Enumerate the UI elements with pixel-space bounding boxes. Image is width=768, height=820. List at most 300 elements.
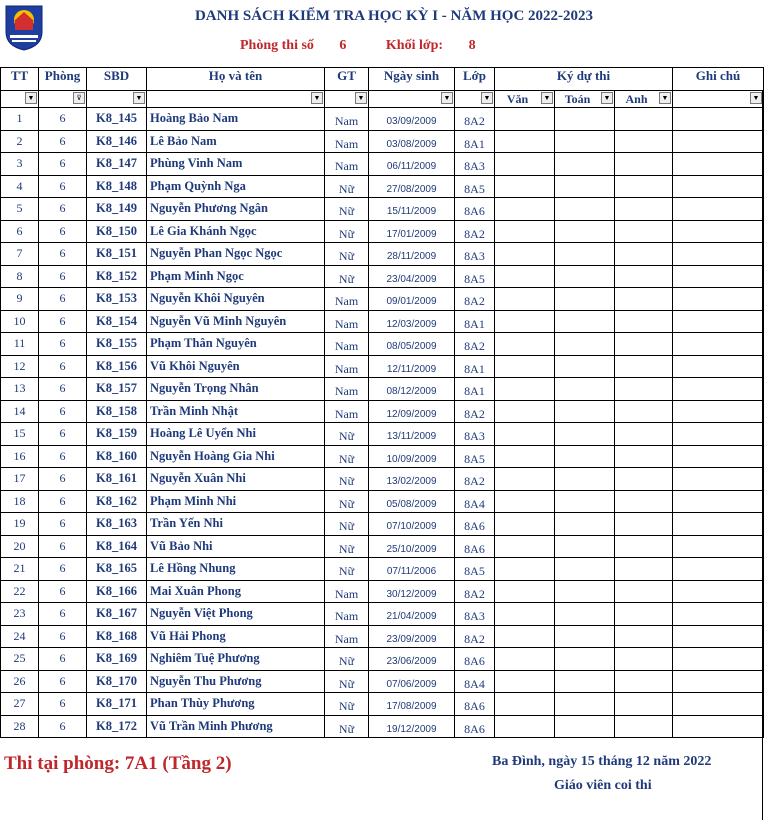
cell-tt: 11 bbox=[1, 333, 39, 356]
cell-dob: 07/10/2009 bbox=[369, 513, 455, 536]
cell-phong: 6 bbox=[39, 288, 87, 311]
dropdown-arrow-icon[interactable]: ▼ bbox=[133, 92, 145, 104]
col-ghichu: Ghi chú bbox=[673, 68, 764, 91]
cell-tt: 18 bbox=[1, 490, 39, 513]
filter-cell-sbd bbox=[87, 91, 147, 108]
cell-sbd: K8_157 bbox=[87, 378, 147, 401]
cell-sbd: K8_170 bbox=[87, 670, 147, 693]
cell-dob: 28/11/2009 bbox=[369, 243, 455, 266]
cell-name: Nguyễn Thu Phương bbox=[147, 670, 325, 693]
cell-van[interactable] bbox=[495, 468, 555, 491]
cell-gt: Nữ bbox=[325, 445, 369, 468]
cell-name: Nguyễn Vũ Minh Nguyên bbox=[147, 310, 325, 333]
cell-anh[interactable] bbox=[615, 603, 673, 626]
cell-toan[interactable] bbox=[555, 175, 615, 198]
cell-ghichu[interactable] bbox=[673, 108, 764, 131]
cell-anh[interactable] bbox=[615, 243, 673, 266]
cell-phong: 6 bbox=[39, 198, 87, 221]
cell-tt: 21 bbox=[1, 558, 39, 581]
cell-name: Nguyễn Phương Ngân bbox=[147, 198, 325, 221]
cell-tt: 17 bbox=[1, 468, 39, 491]
cell-phong: 6 bbox=[39, 468, 87, 491]
table-row bbox=[1, 355, 764, 378]
cell-toan[interactable] bbox=[555, 670, 615, 693]
cell-phong: 6 bbox=[39, 670, 87, 693]
cell-ghichu[interactable] bbox=[673, 333, 764, 356]
cell-phong: 6 bbox=[39, 648, 87, 671]
cell-lop: 8A1 bbox=[455, 130, 495, 153]
cell-phong: 6 bbox=[39, 108, 87, 131]
cell-gt: Nữ bbox=[325, 198, 369, 221]
cell-tt: 22 bbox=[1, 580, 39, 603]
cell-name: Lê Hồng Nhung bbox=[147, 558, 325, 581]
cell-lop: 8A2 bbox=[455, 580, 495, 603]
cell-lop: 8A3 bbox=[455, 153, 495, 176]
cell-gt: Nam bbox=[325, 108, 369, 131]
cell-phong: 6 bbox=[39, 535, 87, 558]
cell-dob: 08/12/2009 bbox=[369, 378, 455, 401]
cell-anh[interactable] bbox=[615, 558, 673, 581]
cell-tt: 4 bbox=[1, 175, 39, 198]
cell-lop: 8A2 bbox=[455, 400, 495, 423]
cell-tt: 10 bbox=[1, 310, 39, 333]
table-row bbox=[1, 603, 764, 626]
cell-dob: 07/06/2009 bbox=[369, 670, 455, 693]
cell-anh[interactable] bbox=[615, 535, 673, 558]
cell-sbd: K8_150 bbox=[87, 220, 147, 243]
cell-lop: 8A2 bbox=[455, 625, 495, 648]
cell-name: Phùng Vinh Nam bbox=[147, 153, 325, 176]
cell-gt: Nữ bbox=[325, 468, 369, 491]
cell-sbd: K8_171 bbox=[87, 693, 147, 716]
cell-anh[interactable] bbox=[615, 310, 673, 333]
cell-toan[interactable] bbox=[555, 400, 615, 423]
cell-van[interactable] bbox=[495, 333, 555, 356]
cell-phong: 6 bbox=[39, 580, 87, 603]
cell-tt: 3 bbox=[1, 153, 39, 176]
filter-cell-gt bbox=[325, 91, 369, 108]
cell-toan[interactable] bbox=[555, 333, 615, 356]
cell-tt: 6 bbox=[1, 220, 39, 243]
cell-tt: 8 bbox=[1, 265, 39, 288]
table-row bbox=[1, 423, 764, 446]
cell-toan[interactable] bbox=[555, 355, 615, 378]
cell-ghichu[interactable] bbox=[673, 198, 764, 221]
cell-gt: Nữ bbox=[325, 648, 369, 671]
cell-gt: Nam bbox=[325, 288, 369, 311]
cell-ghichu[interactable] bbox=[673, 355, 764, 378]
cell-dob: 07/11/2006 bbox=[369, 558, 455, 581]
cell-anh[interactable] bbox=[615, 130, 673, 153]
cell-lop: 8A6 bbox=[455, 513, 495, 536]
table-row bbox=[1, 220, 764, 243]
cell-toan[interactable] bbox=[555, 535, 615, 558]
table-row bbox=[1, 333, 764, 356]
cell-toan[interactable] bbox=[555, 310, 615, 333]
cell-tt: 5 bbox=[1, 198, 39, 221]
cell-van[interactable] bbox=[495, 220, 555, 243]
cell-ghichu[interactable] bbox=[673, 625, 764, 648]
cell-toan[interactable] bbox=[555, 288, 615, 311]
table-row bbox=[1, 198, 764, 221]
cell-van[interactable] bbox=[495, 108, 555, 131]
cell-tt: 16 bbox=[1, 445, 39, 468]
cell-toan[interactable] bbox=[555, 558, 615, 581]
cell-gt: Nữ bbox=[325, 715, 369, 738]
cell-toan[interactable] bbox=[555, 513, 615, 536]
cell-name: Nguyễn Trọng Nhân bbox=[147, 378, 325, 401]
cell-ghichu[interactable] bbox=[673, 715, 764, 738]
cell-van[interactable] bbox=[495, 490, 555, 513]
cell-dob: 10/09/2009 bbox=[369, 445, 455, 468]
cell-anh[interactable] bbox=[615, 108, 673, 131]
table-row bbox=[1, 265, 764, 288]
cell-lop: 8A6 bbox=[455, 693, 495, 716]
col-kydu: Ký dự thi bbox=[495, 68, 673, 91]
cell-anh[interactable] bbox=[615, 445, 673, 468]
cell-toan[interactable] bbox=[555, 625, 615, 648]
filter-cell-phong bbox=[39, 91, 87, 108]
cell-toan[interactable] bbox=[555, 130, 615, 153]
cell-sbd: K8_149 bbox=[87, 198, 147, 221]
date-line: Ba Đình, ngày 15 tháng 12 năm 2022 bbox=[492, 754, 712, 769]
cell-lop: 8A4 bbox=[455, 670, 495, 693]
cell-gt: Nam bbox=[325, 130, 369, 153]
cell-tt: 1 bbox=[1, 108, 39, 131]
table-row bbox=[1, 400, 764, 423]
cell-dob: 05/08/2009 bbox=[369, 490, 455, 513]
cell-van[interactable] bbox=[495, 355, 555, 378]
cell-gt: Nam bbox=[325, 333, 369, 356]
cell-sbd: K8_145 bbox=[87, 108, 147, 131]
cell-anh[interactable] bbox=[615, 198, 673, 221]
cell-anh[interactable] bbox=[615, 400, 673, 423]
cell-lop: 8A5 bbox=[455, 445, 495, 468]
cell-van[interactable] bbox=[495, 513, 555, 536]
cell-toan[interactable] bbox=[555, 243, 615, 266]
cell-name: Hoàng Bảo Nam bbox=[147, 108, 325, 131]
cell-gt: Nữ bbox=[325, 535, 369, 558]
cell-lop: 8A3 bbox=[455, 423, 495, 446]
cell-dob: 13/11/2009 bbox=[369, 423, 455, 446]
cell-van[interactable] bbox=[495, 445, 555, 468]
cell-tt: 26 bbox=[1, 670, 39, 693]
cell-gt: Nam bbox=[325, 400, 369, 423]
cell-sbd: K8_166 bbox=[87, 580, 147, 603]
cell-tt: 23 bbox=[1, 603, 39, 626]
cell-tt: 13 bbox=[1, 378, 39, 401]
cell-name: Phạm Thân Nguyên bbox=[147, 333, 325, 356]
cell-phong: 6 bbox=[39, 423, 87, 446]
cell-toan[interactable] bbox=[555, 468, 615, 491]
cell-van[interactable] bbox=[495, 243, 555, 266]
cell-ghichu[interactable] bbox=[673, 490, 764, 513]
cell-name: Vũ Bảo Nhi bbox=[147, 535, 325, 558]
cell-toan[interactable] bbox=[555, 603, 615, 626]
cell-van[interactable] bbox=[495, 603, 555, 626]
cell-name: Nguyễn Xuân Nhi bbox=[147, 468, 325, 491]
cell-toan[interactable] bbox=[555, 423, 615, 446]
cell-ghichu[interactable] bbox=[673, 558, 764, 581]
cell-phong: 6 bbox=[39, 513, 87, 536]
cell-toan[interactable] bbox=[555, 265, 615, 288]
dropdown-arrow-icon[interactable]: ▼ bbox=[311, 92, 323, 104]
cell-lop: 8A2 bbox=[455, 333, 495, 356]
cell-toan[interactable] bbox=[555, 445, 615, 468]
sub-col-van: Văn bbox=[506, 91, 529, 106]
cell-toan[interactable] bbox=[555, 648, 615, 671]
cell-van[interactable] bbox=[495, 423, 555, 446]
cell-ghichu[interactable] bbox=[673, 243, 764, 266]
cell-phong: 6 bbox=[39, 490, 87, 513]
table-row bbox=[1, 715, 764, 738]
cell-sbd: K8_162 bbox=[87, 490, 147, 513]
cell-sbd: K8_164 bbox=[87, 535, 147, 558]
cell-ghichu[interactable] bbox=[673, 603, 764, 626]
cell-anh[interactable] bbox=[615, 625, 673, 648]
cell-anh[interactable] bbox=[615, 175, 673, 198]
cell-ghichu[interactable] bbox=[673, 468, 764, 491]
filter-cell-ghichu bbox=[673, 91, 764, 108]
filter-cell-toan bbox=[555, 91, 615, 108]
table-row bbox=[1, 535, 764, 558]
cell-name: Nguyễn Việt Phong bbox=[147, 603, 325, 626]
cell-dob: 19/12/2009 bbox=[369, 715, 455, 738]
cell-van[interactable] bbox=[495, 693, 555, 716]
cell-gt: Nữ bbox=[325, 513, 369, 536]
cell-dob: 12/09/2009 bbox=[369, 400, 455, 423]
cell-anh[interactable] bbox=[615, 423, 673, 446]
cell-van[interactable] bbox=[495, 265, 555, 288]
cell-name: Vũ Trần Minh Phương bbox=[147, 715, 325, 738]
filter-cell-lop bbox=[455, 91, 495, 108]
cell-lop: 8A2 bbox=[455, 220, 495, 243]
cell-anh[interactable] bbox=[615, 513, 673, 536]
cell-gt: Nam bbox=[325, 603, 369, 626]
cell-ghichu[interactable] bbox=[673, 670, 764, 693]
cell-tt: 28 bbox=[1, 715, 39, 738]
cell-anh[interactable] bbox=[615, 153, 673, 176]
cell-anh[interactable] bbox=[615, 580, 673, 603]
cell-ghichu[interactable] bbox=[673, 445, 764, 468]
grade-label: Khối lớp: bbox=[385, 38, 444, 53]
cell-ghichu[interactable] bbox=[673, 220, 764, 243]
cell-anh[interactable] bbox=[615, 670, 673, 693]
cell-sbd: K8_148 bbox=[87, 175, 147, 198]
cell-dob: 21/04/2009 bbox=[369, 603, 455, 626]
cell-sbd: K8_167 bbox=[87, 603, 147, 626]
cell-tt: 20 bbox=[1, 535, 39, 558]
cell-sbd: K8_158 bbox=[87, 400, 147, 423]
cell-lop: 8A5 bbox=[455, 265, 495, 288]
filter-cell-name bbox=[147, 91, 325, 108]
room-number: 6 bbox=[339, 38, 347, 53]
cell-van[interactable] bbox=[495, 175, 555, 198]
cell-anh[interactable] bbox=[615, 333, 673, 356]
dropdown-arrow-icon[interactable]: ▼ bbox=[441, 92, 453, 104]
cell-van[interactable] bbox=[495, 558, 555, 581]
cell-ghichu[interactable] bbox=[673, 288, 764, 311]
cell-van[interactable] bbox=[495, 288, 555, 311]
cell-ghichu[interactable] bbox=[673, 535, 764, 558]
cell-dob: 03/08/2009 bbox=[369, 130, 455, 153]
signer-title: Giáo viên coi thi bbox=[554, 778, 652, 793]
cell-ghichu[interactable] bbox=[673, 400, 764, 423]
cell-gt: Nam bbox=[325, 355, 369, 378]
col-dob: Ngày sinh bbox=[369, 68, 455, 91]
cell-lop: 8A1 bbox=[455, 378, 495, 401]
cell-phong: 6 bbox=[39, 715, 87, 738]
cell-van[interactable] bbox=[495, 625, 555, 648]
cell-dob: 30/12/2009 bbox=[369, 580, 455, 603]
cell-anh[interactable] bbox=[615, 490, 673, 513]
cell-van[interactable] bbox=[495, 153, 555, 176]
cell-ghichu[interactable] bbox=[673, 648, 764, 671]
cell-anh[interactable] bbox=[615, 288, 673, 311]
dropdown-arrow-icon[interactable]: ▼ bbox=[25, 92, 37, 104]
cell-sbd: K8_146 bbox=[87, 130, 147, 153]
cell-sbd: K8_152 bbox=[87, 265, 147, 288]
cell-name: Phan Thùy Phương bbox=[147, 693, 325, 716]
dropdown-arrow-icon[interactable]: ▼ bbox=[601, 92, 613, 104]
cell-gt: Nữ bbox=[325, 423, 369, 446]
cell-phong: 6 bbox=[39, 310, 87, 333]
dropdown-arrow-icon[interactable]: ▼ bbox=[659, 92, 671, 104]
student-table bbox=[0, 67, 764, 738]
cell-name: Phạm Minh Ngọc bbox=[147, 265, 325, 288]
cell-ghichu[interactable] bbox=[673, 513, 764, 536]
cell-toan[interactable] bbox=[555, 580, 615, 603]
cell-ghichu[interactable] bbox=[673, 265, 764, 288]
cell-toan[interactable] bbox=[555, 693, 615, 716]
header-row bbox=[1, 68, 764, 91]
col-phong: Phòng bbox=[39, 68, 87, 91]
cell-van[interactable] bbox=[495, 535, 555, 558]
table-row bbox=[1, 108, 764, 131]
cell-phong: 6 bbox=[39, 400, 87, 423]
cell-dob: 23/09/2009 bbox=[369, 625, 455, 648]
table-row bbox=[1, 580, 764, 603]
cell-sbd: K8_160 bbox=[87, 445, 147, 468]
cell-toan[interactable] bbox=[555, 108, 615, 131]
cell-dob: 09/01/2009 bbox=[369, 288, 455, 311]
cell-toan[interactable] bbox=[555, 198, 615, 221]
cell-sbd: K8_165 bbox=[87, 558, 147, 581]
cell-sbd: K8_156 bbox=[87, 355, 147, 378]
filter-icon[interactable]: ⊽ bbox=[73, 92, 85, 104]
page-title: DANH SÁCH KIỂM TRA HỌC KỲ I - NĂM HỌC 2022-2023 bbox=[194, 8, 594, 24]
cell-name: Trần Yến Nhi bbox=[147, 513, 325, 536]
cell-phong: 6 bbox=[39, 558, 87, 581]
cell-anh[interactable] bbox=[615, 355, 673, 378]
table-row bbox=[1, 288, 764, 311]
cell-van[interactable] bbox=[495, 580, 555, 603]
grade-number: 8 bbox=[468, 38, 476, 53]
cell-ghichu[interactable] bbox=[673, 175, 764, 198]
cell-lop: 8A6 bbox=[455, 198, 495, 221]
table-row bbox=[1, 558, 764, 581]
cell-ghichu[interactable] bbox=[673, 378, 764, 401]
table-row bbox=[1, 175, 764, 198]
cell-ghichu[interactable] bbox=[673, 423, 764, 446]
cell-name: Lê Bảo Nam bbox=[147, 130, 325, 153]
cell-dob: 15/11/2009 bbox=[369, 198, 455, 221]
cell-gt: Nam bbox=[325, 378, 369, 401]
cell-ghichu[interactable] bbox=[673, 580, 764, 603]
cell-phong: 6 bbox=[39, 265, 87, 288]
cell-sbd: K8_172 bbox=[87, 715, 147, 738]
cell-toan[interactable] bbox=[555, 490, 615, 513]
cell-van[interactable] bbox=[495, 648, 555, 671]
table-row bbox=[1, 310, 764, 333]
dropdown-arrow-icon[interactable]: ▼ bbox=[481, 92, 493, 104]
cell-name: Mai Xuân Phong bbox=[147, 580, 325, 603]
cell-van[interactable] bbox=[495, 400, 555, 423]
cell-van[interactable] bbox=[495, 130, 555, 153]
cell-anh[interactable] bbox=[615, 378, 673, 401]
cell-toan[interactable] bbox=[555, 220, 615, 243]
dropdown-arrow-icon[interactable]: ▼ bbox=[355, 92, 367, 104]
table-row bbox=[1, 153, 764, 176]
cell-dob: 06/11/2009 bbox=[369, 153, 455, 176]
cell-gt: Nữ bbox=[325, 558, 369, 581]
col-tt: TT bbox=[1, 68, 39, 91]
cell-anh[interactable] bbox=[615, 693, 673, 716]
cell-van[interactable] bbox=[495, 310, 555, 333]
cell-ghichu[interactable] bbox=[673, 153, 764, 176]
cell-name: Vũ Khôi Nguyên bbox=[147, 355, 325, 378]
table-row bbox=[1, 693, 764, 716]
col-sbd: SBD bbox=[87, 68, 147, 91]
table-row bbox=[1, 513, 764, 536]
cell-toan[interactable] bbox=[555, 378, 615, 401]
cell-anh[interactable] bbox=[615, 715, 673, 738]
cell-van[interactable] bbox=[495, 670, 555, 693]
cell-anh[interactable] bbox=[615, 648, 673, 671]
cell-tt: 24 bbox=[1, 625, 39, 648]
cell-gt: Nam bbox=[325, 625, 369, 648]
cell-dob: 23/04/2009 bbox=[369, 265, 455, 288]
table-row bbox=[1, 468, 764, 491]
student-rows bbox=[1, 108, 764, 738]
cell-ghichu[interactable] bbox=[673, 693, 764, 716]
cell-van[interactable] bbox=[495, 198, 555, 221]
cell-anh[interactable] bbox=[615, 265, 673, 288]
cell-name: Phạm Quỳnh Nga bbox=[147, 175, 325, 198]
dropdown-arrow-icon[interactable]: ▼ bbox=[750, 92, 762, 104]
cell-van[interactable] bbox=[495, 378, 555, 401]
cell-anh[interactable] bbox=[615, 468, 673, 491]
cell-name: Nguyễn Phan Ngọc Ngọc bbox=[147, 243, 325, 266]
cell-tt: 12 bbox=[1, 355, 39, 378]
cell-toan[interactable] bbox=[555, 153, 615, 176]
cell-gt: Nam bbox=[325, 580, 369, 603]
cell-gt: Nữ bbox=[325, 693, 369, 716]
cell-van[interactable] bbox=[495, 715, 555, 738]
cell-name: Vũ Hải Phong bbox=[147, 625, 325, 648]
cell-sbd: K8_155 bbox=[87, 333, 147, 356]
cell-lop: 8A2 bbox=[455, 108, 495, 131]
cell-lop: 8A5 bbox=[455, 175, 495, 198]
cell-anh[interactable] bbox=[615, 220, 673, 243]
cell-ghichu[interactable] bbox=[673, 130, 764, 153]
filter-cell-anh bbox=[615, 91, 673, 108]
dropdown-arrow-icon[interactable]: ▼ bbox=[541, 92, 553, 104]
cell-toan[interactable] bbox=[555, 715, 615, 738]
cell-gt: Nữ bbox=[325, 670, 369, 693]
cell-ghichu[interactable] bbox=[673, 310, 764, 333]
table-row bbox=[1, 445, 764, 468]
